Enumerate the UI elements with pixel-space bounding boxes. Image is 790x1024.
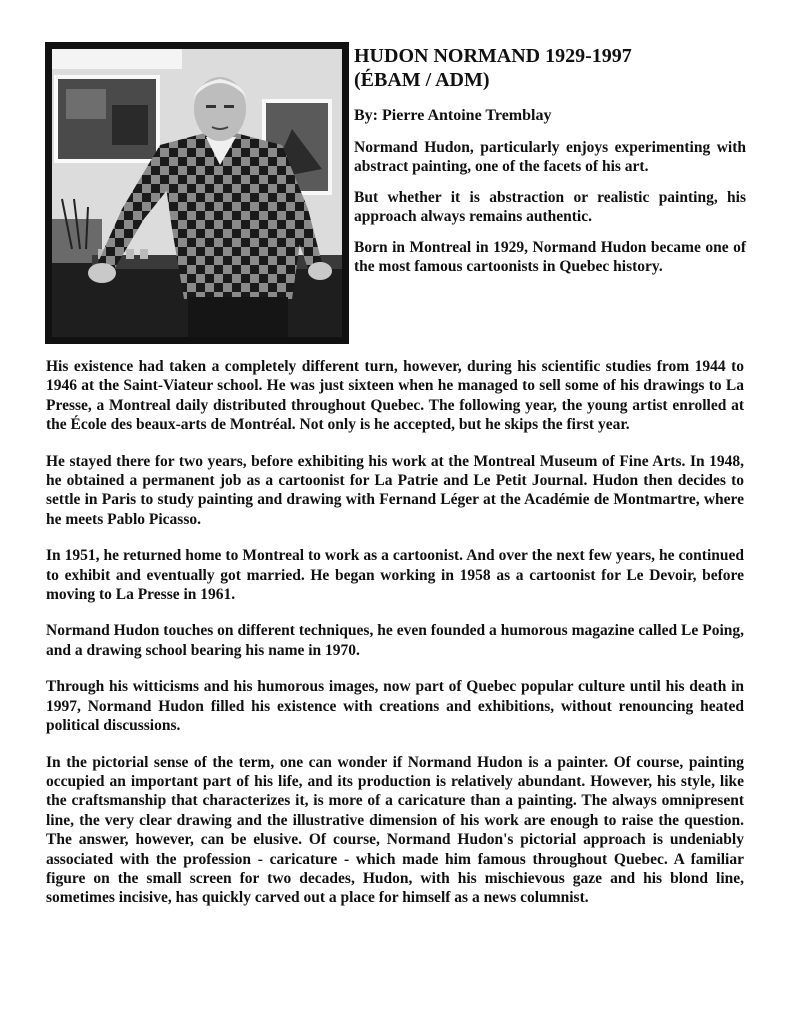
body-paragraph: His existence had taken a completely different turn, however, during his scientific studies from 1944 to 1946 at the Saint-Viateur school. He was just sixteen when he managed to sell some of his drawings to La Presse, a Montreal daily distributed throughout Quebec. The following year, the young artist enrolled at the École des beaux-arts de Montréal. Not only is he accepted, but he skips the first year. <box>46 358 744 434</box>
body-paragraph: In 1951, he returned home to Montreal to work as a cartoonist. And over the next few years, he continued to exhibit and eventually got married. He began working in 1958 as a cartoonist for Le Devoir, before moving to La Presse in 1961. <box>46 547 744 604</box>
side-paragraph: Normand Hudon, particularly enjoys experimenting with abstract painting, one of the facets of his art. <box>354 139 746 175</box>
article-header <box>354 44 746 276</box>
title-line-1: HUDON NORMAND 1929-1997 <box>354 45 632 67</box>
article-title <box>354 44 746 92</box>
title-line-2: (ÉBAM / ADM) <box>354 69 490 91</box>
artist-portrait-image <box>52 49 342 337</box>
artist-photo <box>52 49 342 337</box>
author-byline: By: Pierre Antoine Tremblay <box>354 107 552 124</box>
side-paragraph: But whether it is abstraction or realistic painting, his approach always remains authentic. <box>354 189 746 225</box>
body-paragraph: Through his witticisms and his humorous images, now part of Quebec popular culture until his death in 1997, Normand Hudon filled his existence with creations and exhibitions, without renouncing heated political discussions. <box>46 678 744 735</box>
body-paragraph: In the pictorial sense of the term, one can wonder if Normand Hudon is a painter. Of course, painting occupied an important part of his life, and its production is relatively abundant. However, his style, like the craftsmanship that characterizes it, is more of a caricature than a painting. The always omnipresent line, the very clear drawing and the illustrative dimension of his work are enough to raise the question. The answer, however, can be elusive. Of course, Normand Hudon's pictorial approach is undeniably associated with the profession - caricature - which made him famous throughout Quebec. A familiar figure on the small screen for two decades, Hudon, with his mischievous gaze and his blond line, sometimes incisive, has quickly carved out a place for himself as a news columnist. <box>46 753 744 907</box>
body-paragraph: Normand Hudon touches on different techniques, he even founded a humorous magazine called Le Poing, and a drawing school bearing his name in 1970. <box>46 622 744 659</box>
body-paragraph: He stayed there for two years, before exhibiting his work at the Montreal Museum of Fine Arts. In 1948, he obtained a permanent job as a cartoonist for La Patrie and Le Petit Journal. Hudon then decides to settle in Paris to study painting and drawing with Fernand Léger at the Académie de Montmartre, where he meets Pablo Picasso. <box>46 452 744 528</box>
side-paragraph: Born in Montreal in 1929, Normand Hudon became one of the most famous cartoonists in Quebec history. <box>354 239 746 275</box>
article-body <box>46 357 744 925</box>
artist-photo-frame <box>45 42 349 344</box>
